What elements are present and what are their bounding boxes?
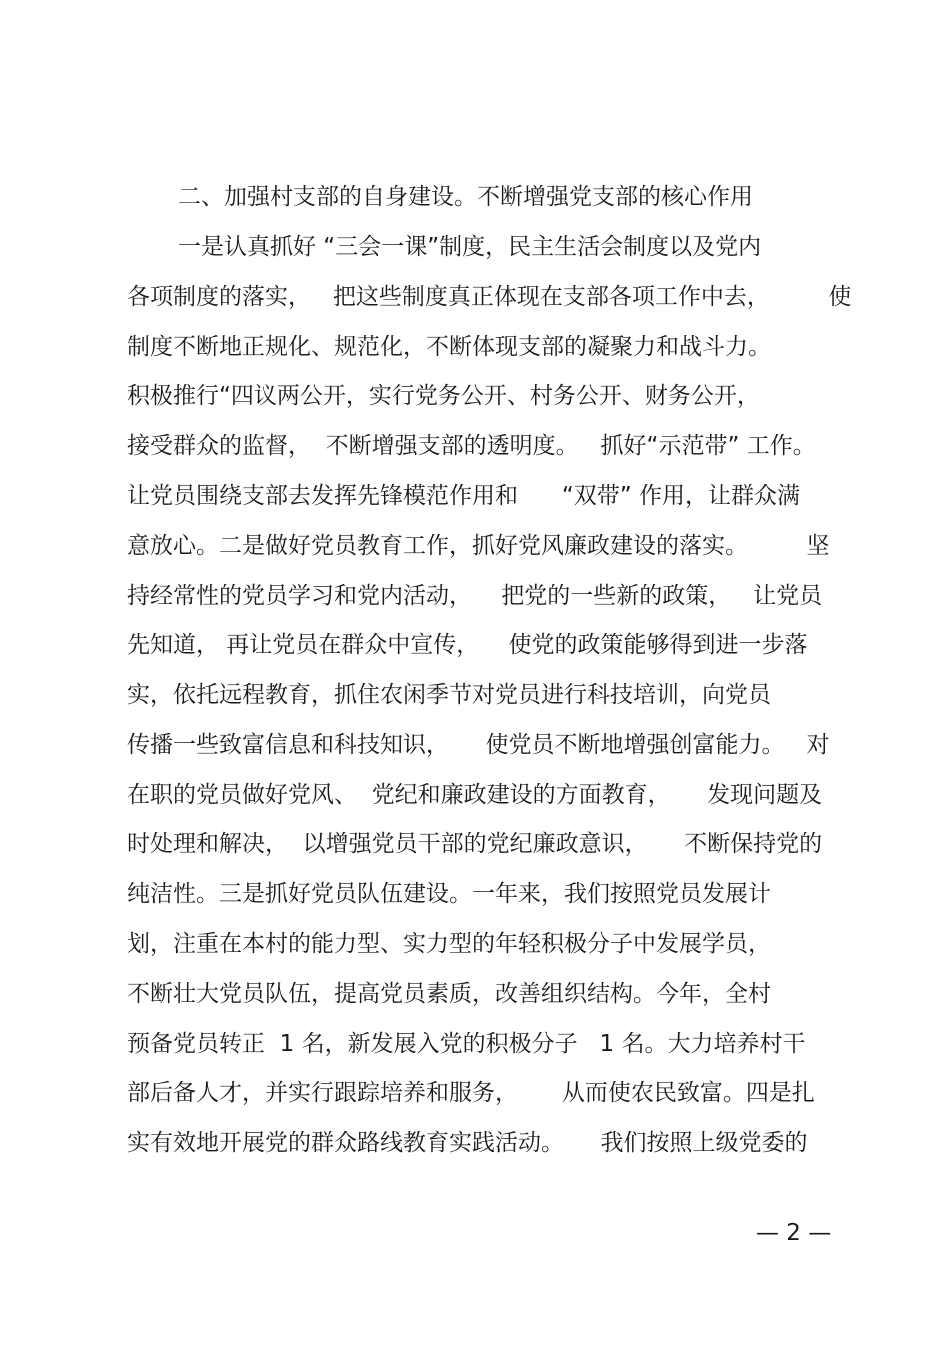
- paragraph-line: 划，注重在本村的能力型、实力型的年轻积极分子中发展学员，: [127, 931, 771, 957]
- paragraph-line: 先知道， 再让党员在群众中宣传， 使党的政策能够得到进一步落: [127, 632, 808, 658]
- paragraph-line: 在职的党员做好党风、 党纪和廉政建设的方面教育， 发现问题及: [127, 782, 823, 808]
- paragraph-line: 部后备人才，并实行跟踪培养和服务， 从而使农民致富。四是扎: [127, 1080, 815, 1106]
- paragraph-line: 积极推行“四议两公开，实行党务公开、村务公开、财务公开，: [127, 383, 760, 409]
- paragraph-line: 实有效地开展党的群众路线教育实践活动。 我们按照上级党委的: [127, 1130, 808, 1156]
- section-heading: 二、加强村支部的自身建设。不断增强党支部的核心作用: [178, 184, 753, 210]
- paragraph-line: 制度不断地正规化、规范化，不断体现支部的凝聚力和战斗力。: [127, 334, 771, 360]
- paragraph-line: 时处理和解决， 以增强党员干部的党纪廉政意识， 不断保持党的: [127, 831, 823, 857]
- paragraph-line: 纯洁性。三是抓好党员队伍建设。一年来，我们按照党员发展计: [127, 881, 771, 907]
- paragraph-line: 持经常性的党员学习和党内活动， 把党的一些新的政策， 让党员: [127, 583, 823, 609]
- paragraph-line: 传播一些致富信息和科技知识， 使党员不断地增强创富能力。 对: [127, 732, 830, 758]
- paragraph-line: 让党员围绕支部去发挥先锋模范作用和 “双带” 作用，让群众满: [127, 483, 801, 509]
- paragraph-line: 实，依托远程教育，抓住农闲季节对党员进行科技培训，向党员: [127, 682, 771, 708]
- paragraph-line: 各项制度的落实， 把这些制度真正体现在支部各项工作中去， 使: [127, 284, 852, 310]
- paragraph-line: 不断壮大党员队伍，提高党员素质，改善组织结构。今年，全村: [127, 981, 771, 1007]
- paragraph-line: 预备党员转正 1 名，新发展入党的积极分子 1 名。大力培养村干: [127, 1031, 806, 1057]
- paragraph-line: 意放心。二是做好党员教育工作，抓好党风廉政建设的落实。 坚: [127, 533, 830, 559]
- paragraph-line: 接受群众的监督， 不断增强支部的透明度。 抓好“示范带” 工作。: [127, 433, 816, 459]
- page-number: — 2 —: [756, 1220, 832, 1246]
- paragraph-line: 一是认真抓好 “三会一课”制度，民主生活会制度以及党内: [178, 234, 762, 260]
